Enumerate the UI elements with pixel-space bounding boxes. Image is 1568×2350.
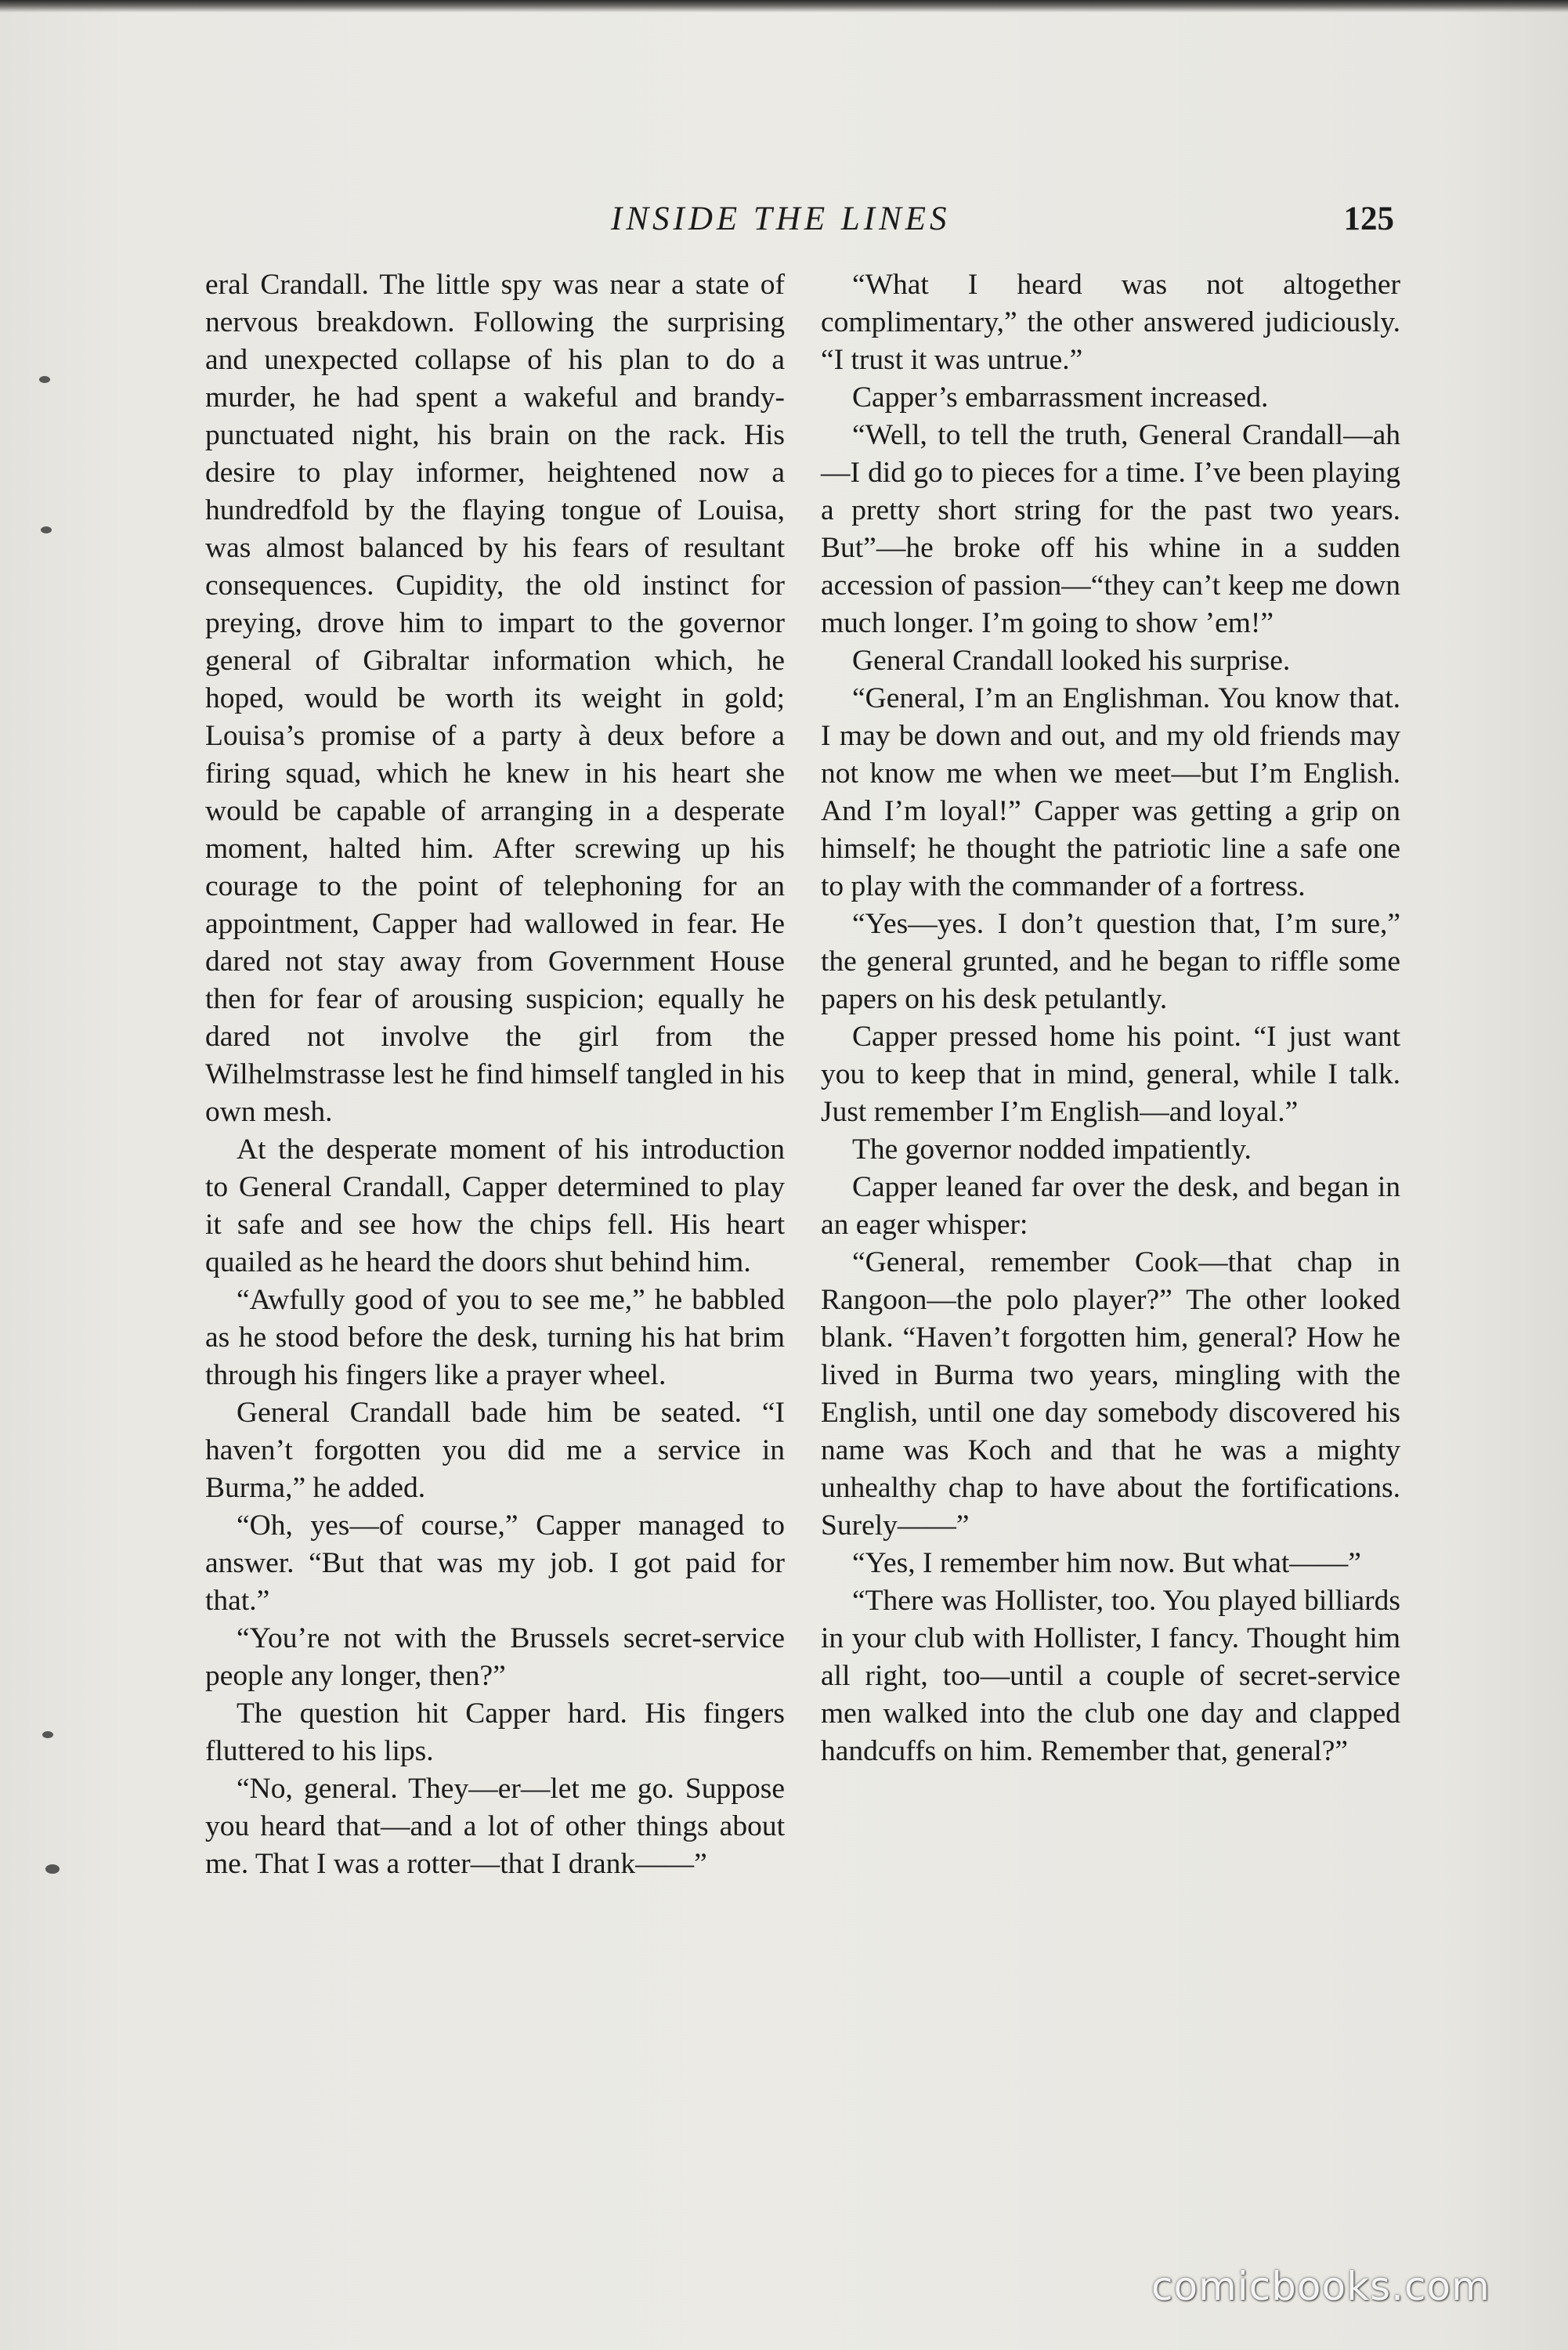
paragraph: “Awfully good of you to see me,” he babbled as he stood before the desk, turning his hat brim through his fingers like a prayer wheel.	[205, 1284, 785, 1391]
right-column	[821, 266, 1400, 1770]
paragraph: The question hit Capper hard. His fingers fluttered to his lips.	[205, 1697, 785, 1767]
binding-hole	[42, 1731, 53, 1738]
page-number: 125	[1343, 201, 1394, 237]
paragraph: Capper leaned far over the desk, and began in an eager whisper:	[821, 1171, 1400, 1241]
paragraph: Capper’s embarrassment increased.	[852, 381, 1269, 414]
paragraph: At the desperate moment of his introduction to General Crandall, Capper determined to play it safe and see how the chips fell. His heart quailed as he heard the doors shut behind him.	[205, 1133, 785, 1278]
binding-hole	[41, 526, 52, 533]
paragraph: “Yes—yes. I don’t question that, I’m sure,” the general grunted, and he began to riffle some papers on his desk petulantly.	[821, 908, 1400, 1015]
paragraph: eral Crandall. The little spy was near a state of nervous breakdown. Following the surprising and unexpected collapse of his plan to do a murder, he had spent a wakeful and brandy-punctuated night, his brain on the rack. His desire to play informer, heightened now a hundredfold by the flaying tongue of Louisa, was almost balanced by his fears of resultant consequences. Cupidity, the old instinct for preying, drove him to impart to the governor general of Gibraltar information which, he hoped, would be worth its weight in gold; Louisa’s promise of a party à deux before a firing squad, which he knew in his heart she would be capable of arranging in a desperate moment, halted him. After screwing up his courage to the point of telephoning for an appointment, Capper had wallowed in fear. He dared not stay away from Government House then for fear of arousing suspicion; equally he dared not involve the girl from the Wilhelmstrasse lest he find himself tangled in his own mesh.	[205, 269, 785, 1128]
paragraph: “General, I’m an Englishman. You know that. I may be down and out, and my old friends may not know me when we meet—but I’m English. And I’m loyal!” Capper was getting a grip on himself; he thought the patriotic line a safe one to play with the commander of a fortress.	[821, 682, 1400, 902]
paragraph: “There was Hollister, too. You played billiards in your club with Hollister, I fancy. Thought him all right, too—until a couple of secret-service men walked into the club one day and clapped handcuffs on him. Remember that, general?”	[821, 1585, 1400, 1767]
binding-hole	[39, 376, 50, 383]
page-top-edge	[0, 0, 1568, 13]
binding-hole	[45, 1864, 60, 1874]
paragraph: General Crandall bade him be seated. “I haven’t forgotten you did me a service in Burma,” he added.	[205, 1397, 785, 1504]
paragraph: Capper pressed home his point. “I just want you to keep that in mind, general, while I talk. Just remember I’m English—and loyal.”	[821, 1021, 1400, 1128]
paragraph: “General, remember Cook—that chap in Rangoon—the polo player?” The other looked blank. “Haven’t forgotten him, general? How he lived in Burma two years, mingling with the English, until one day somebody discovered his name was Koch and that he was a mighty unhealthy chap to have about the fortifications. Surely——”	[821, 1246, 1400, 1542]
running-head-title: INSIDE THE LINES	[611, 201, 951, 237]
paragraph: “Yes, I remember him now. But what——”	[852, 1547, 1361, 1579]
left-column	[205, 266, 785, 1883]
watermark: comicbooks.com	[1151, 2264, 1490, 2309]
paragraph: “Oh, yes—of course,” Capper managed to answer. “But that was my job. I got paid for that.”	[205, 1509, 785, 1617]
paragraph: General Crandall looked his surprise.	[852, 645, 1291, 677]
paragraph: “What I heard was not altogether complimentary,” the other answered judiciously. “I trust it was untrue.”	[821, 269, 1400, 376]
paragraph: “Well, to tell the truth, General Crandall—ah—I did go to pieces for a time. I’ve been playing a pretty short string for the past two years. But”—he broke off his whine in a sudden accession of passion—“they can’t keep me down much longer. I’m going to show ’em!”	[821, 419, 1400, 639]
paragraph: The governor nodded impatiently.	[852, 1133, 1252, 1166]
running-head	[0, 196, 1568, 243]
paragraph: “No, general. They—er—let me go. Suppose you heard that—and a lot of other things about me. That I was a rotter—that I drank——”	[205, 1773, 785, 1880]
paragraph: “You’re not with the Brussels secret-service people any longer, then?”	[205, 1622, 785, 1692]
